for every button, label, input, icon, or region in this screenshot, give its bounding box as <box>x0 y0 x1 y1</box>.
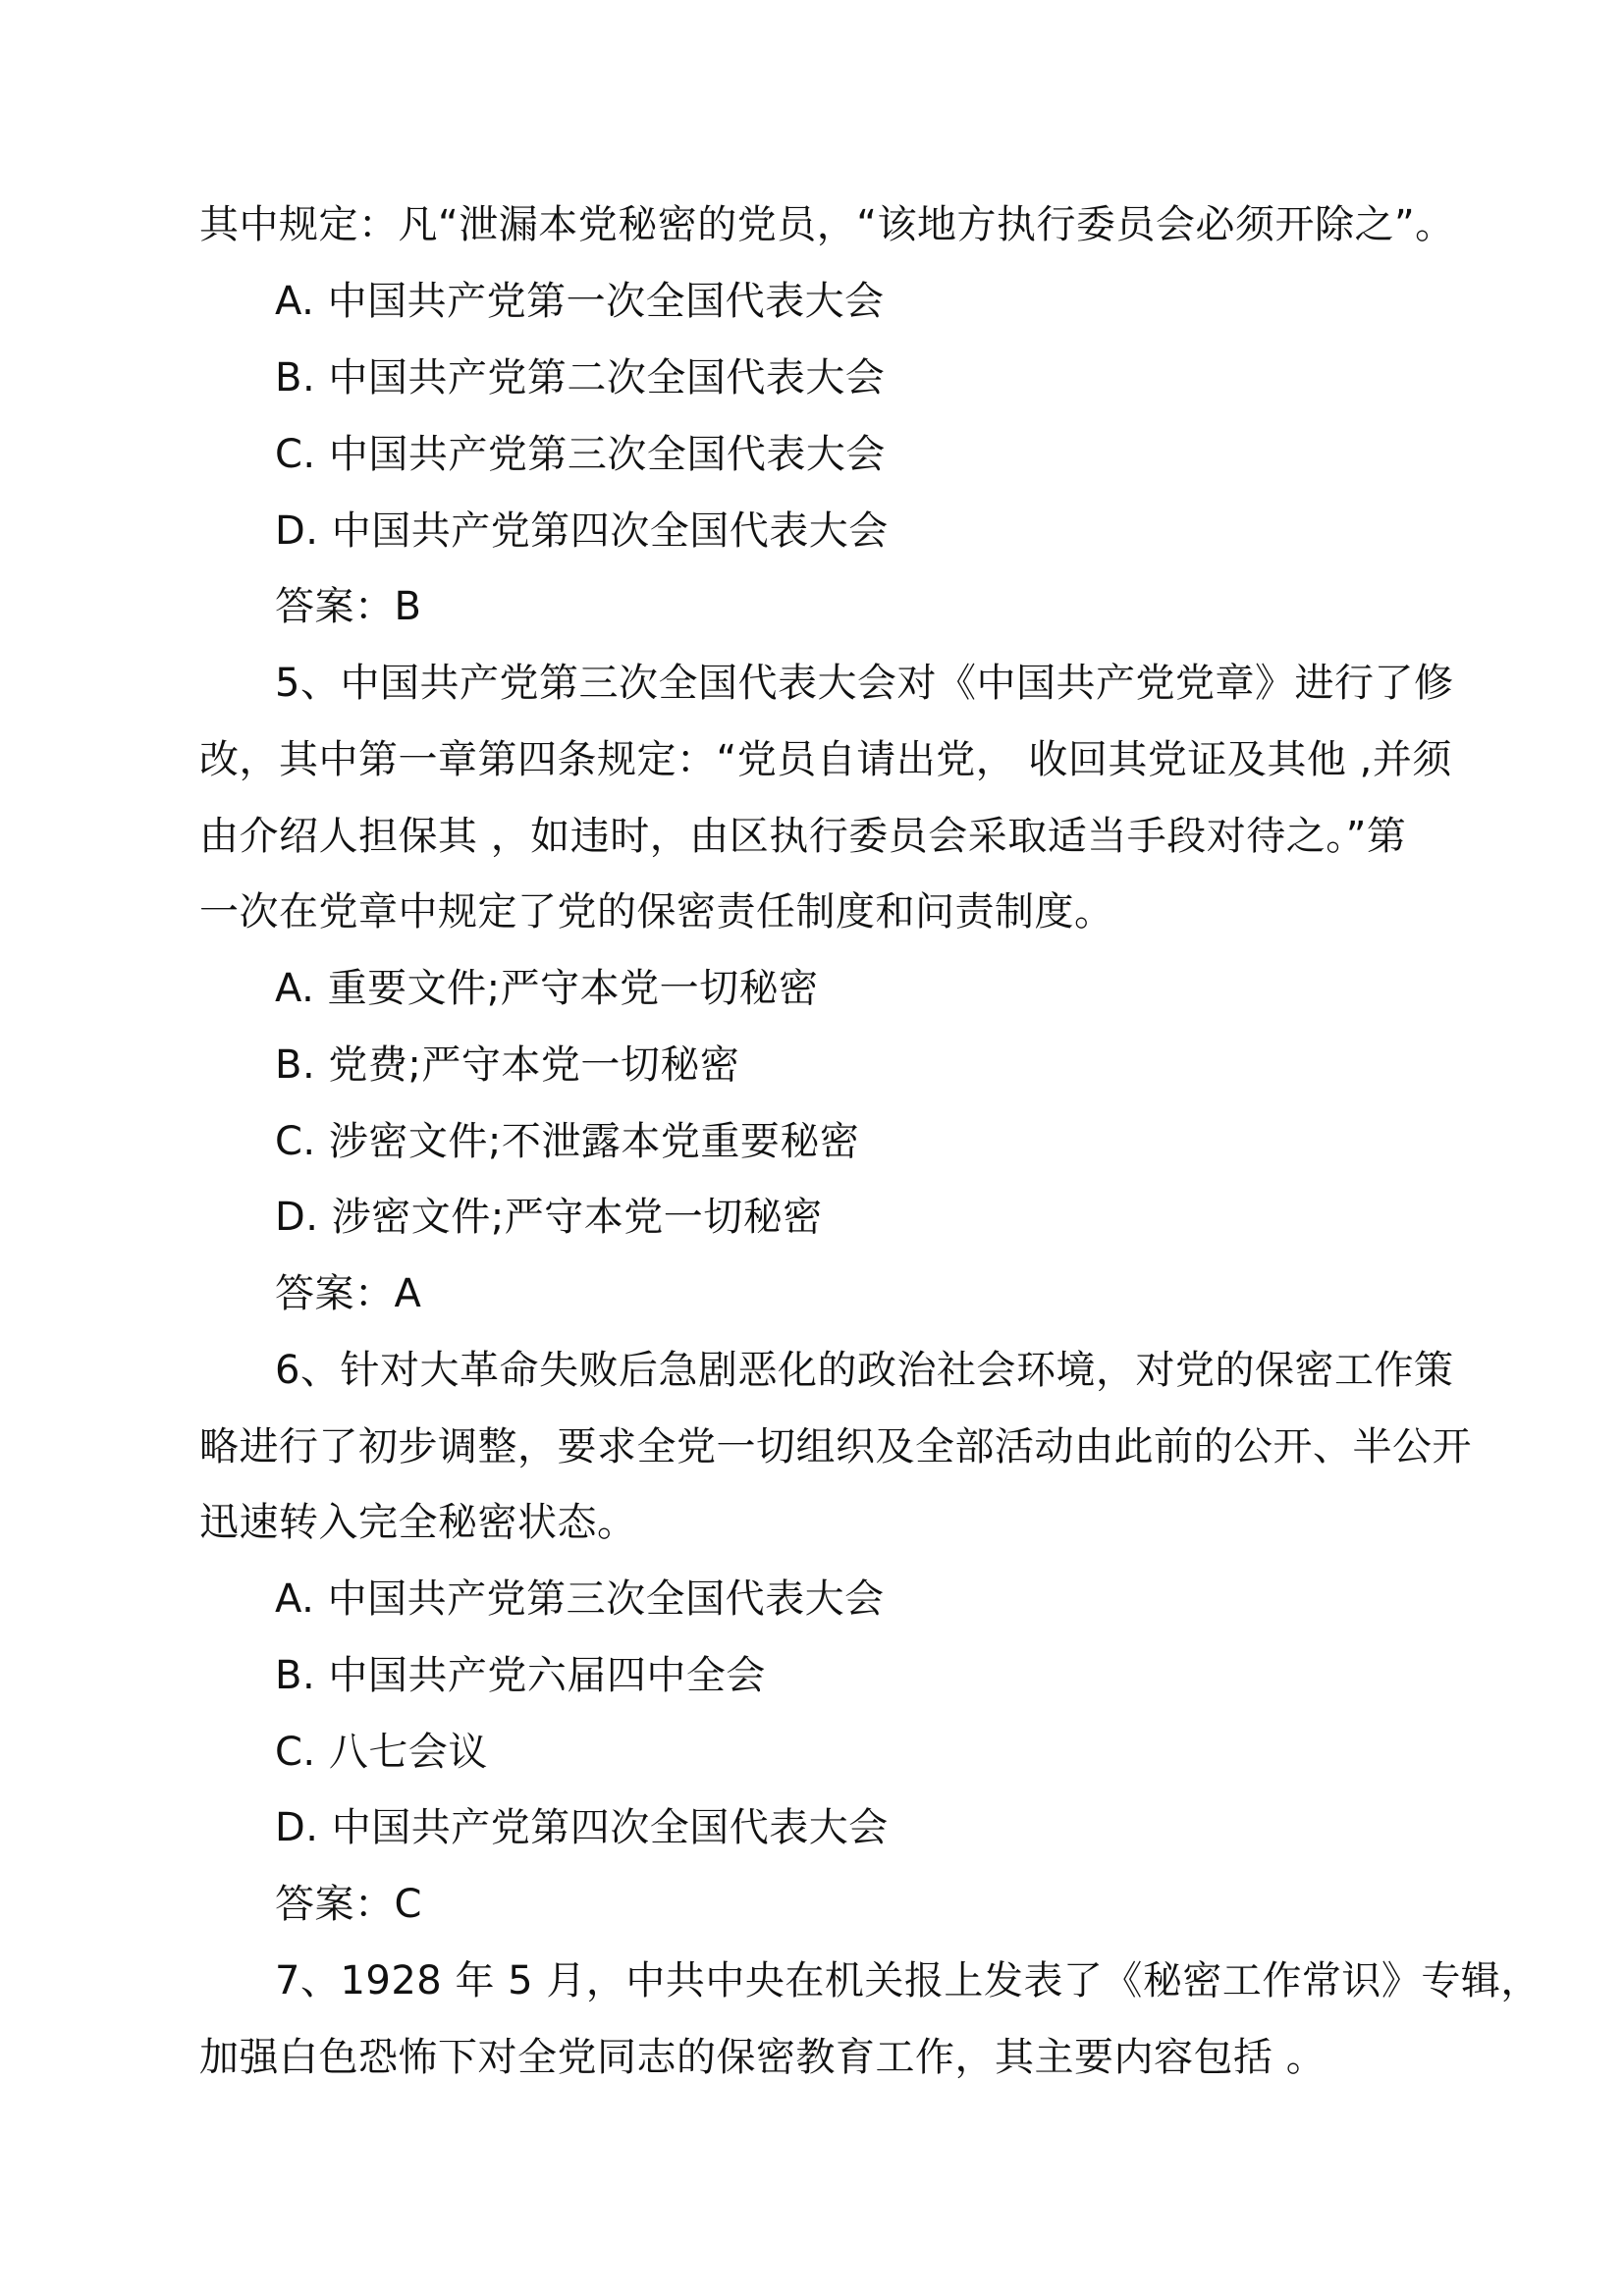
q5-stem-line-2: 改，其中第一章第四条规定：“党员自请出党， 收回其党证及其他 ,并须 <box>199 737 1452 782</box>
q4-option-b: B. 中国共产党第二次全国代表大会 <box>275 355 886 400</box>
q5-option-c: C. 涉密文件;不泄露本党重要秘密 <box>275 1119 860 1164</box>
q4-stem-tail: 其中规定：凡“泄漏本党秘密的党员，“该地方执行委员会必须开除之”。 <box>199 202 1455 247</box>
q5-option-b: B. 党费;严守本党一切秘密 <box>275 1042 740 1088</box>
q6-stem-line-1: 6、针对大革命失败后急剧恶化的政治社会环境，对党的保密工作策 <box>275 1348 1454 1393</box>
q5-stem-line-3: 由介绍人担保其 ，如违时，由区执行委员会采取适当手段对待之。”第 <box>199 814 1407 859</box>
q4-option-c: C. 中国共产党第三次全国代表大会 <box>275 432 886 477</box>
q5-stem-line-1: 5、中国共产党第三次全国代表大会对《中国共产党党章》进行了修 <box>275 661 1454 706</box>
q7-stem-line-2: 加强白色恐怖下对全党同志的保密教育工作，其主要内容包括 。 <box>199 2035 1326 2080</box>
q5-option-a: A. 重要文件;严守本党一切秘密 <box>275 966 819 1011</box>
q4-answer: 答案：B <box>275 584 422 629</box>
q6-option-b: B. 中国共产党六届四中全会 <box>275 1653 766 1698</box>
q4-option-d: D. 中国共产党第四次全国代表大会 <box>275 508 889 554</box>
q5-answer: 答案：A <box>275 1271 422 1316</box>
q4-option-a: A. 中国共产党第一次全国代表大会 <box>275 279 885 324</box>
q6-option-a: A. 中国共产党第三次全国代表大会 <box>275 1576 885 1622</box>
q6-stem-line-3: 迅速转入完全秘密状态。 <box>199 1500 637 1545</box>
q6-answer: 答案：C <box>275 1882 422 1927</box>
q5-option-d: D. 涉密文件;严守本党一切秘密 <box>275 1195 823 1240</box>
q6-option-c: C. 八七会议 <box>275 1730 488 1775</box>
q5-stem-line-4: 一次在党章中规定了党的保密责任制度和问责制度。 <box>199 889 1114 934</box>
q7-stem-line-1: 7、1928 年 5 月，中共中央在机关报上发表了《秘密工作常识》专辑， <box>275 1958 1541 2003</box>
q6-option-d: D. 中国共产党第四次全国代表大会 <box>275 1805 889 1850</box>
q6-stem-line-2: 略进行了初步调整，要求全党一切组织及全部活动由此前的公开、半公开 <box>199 1424 1472 1469</box>
